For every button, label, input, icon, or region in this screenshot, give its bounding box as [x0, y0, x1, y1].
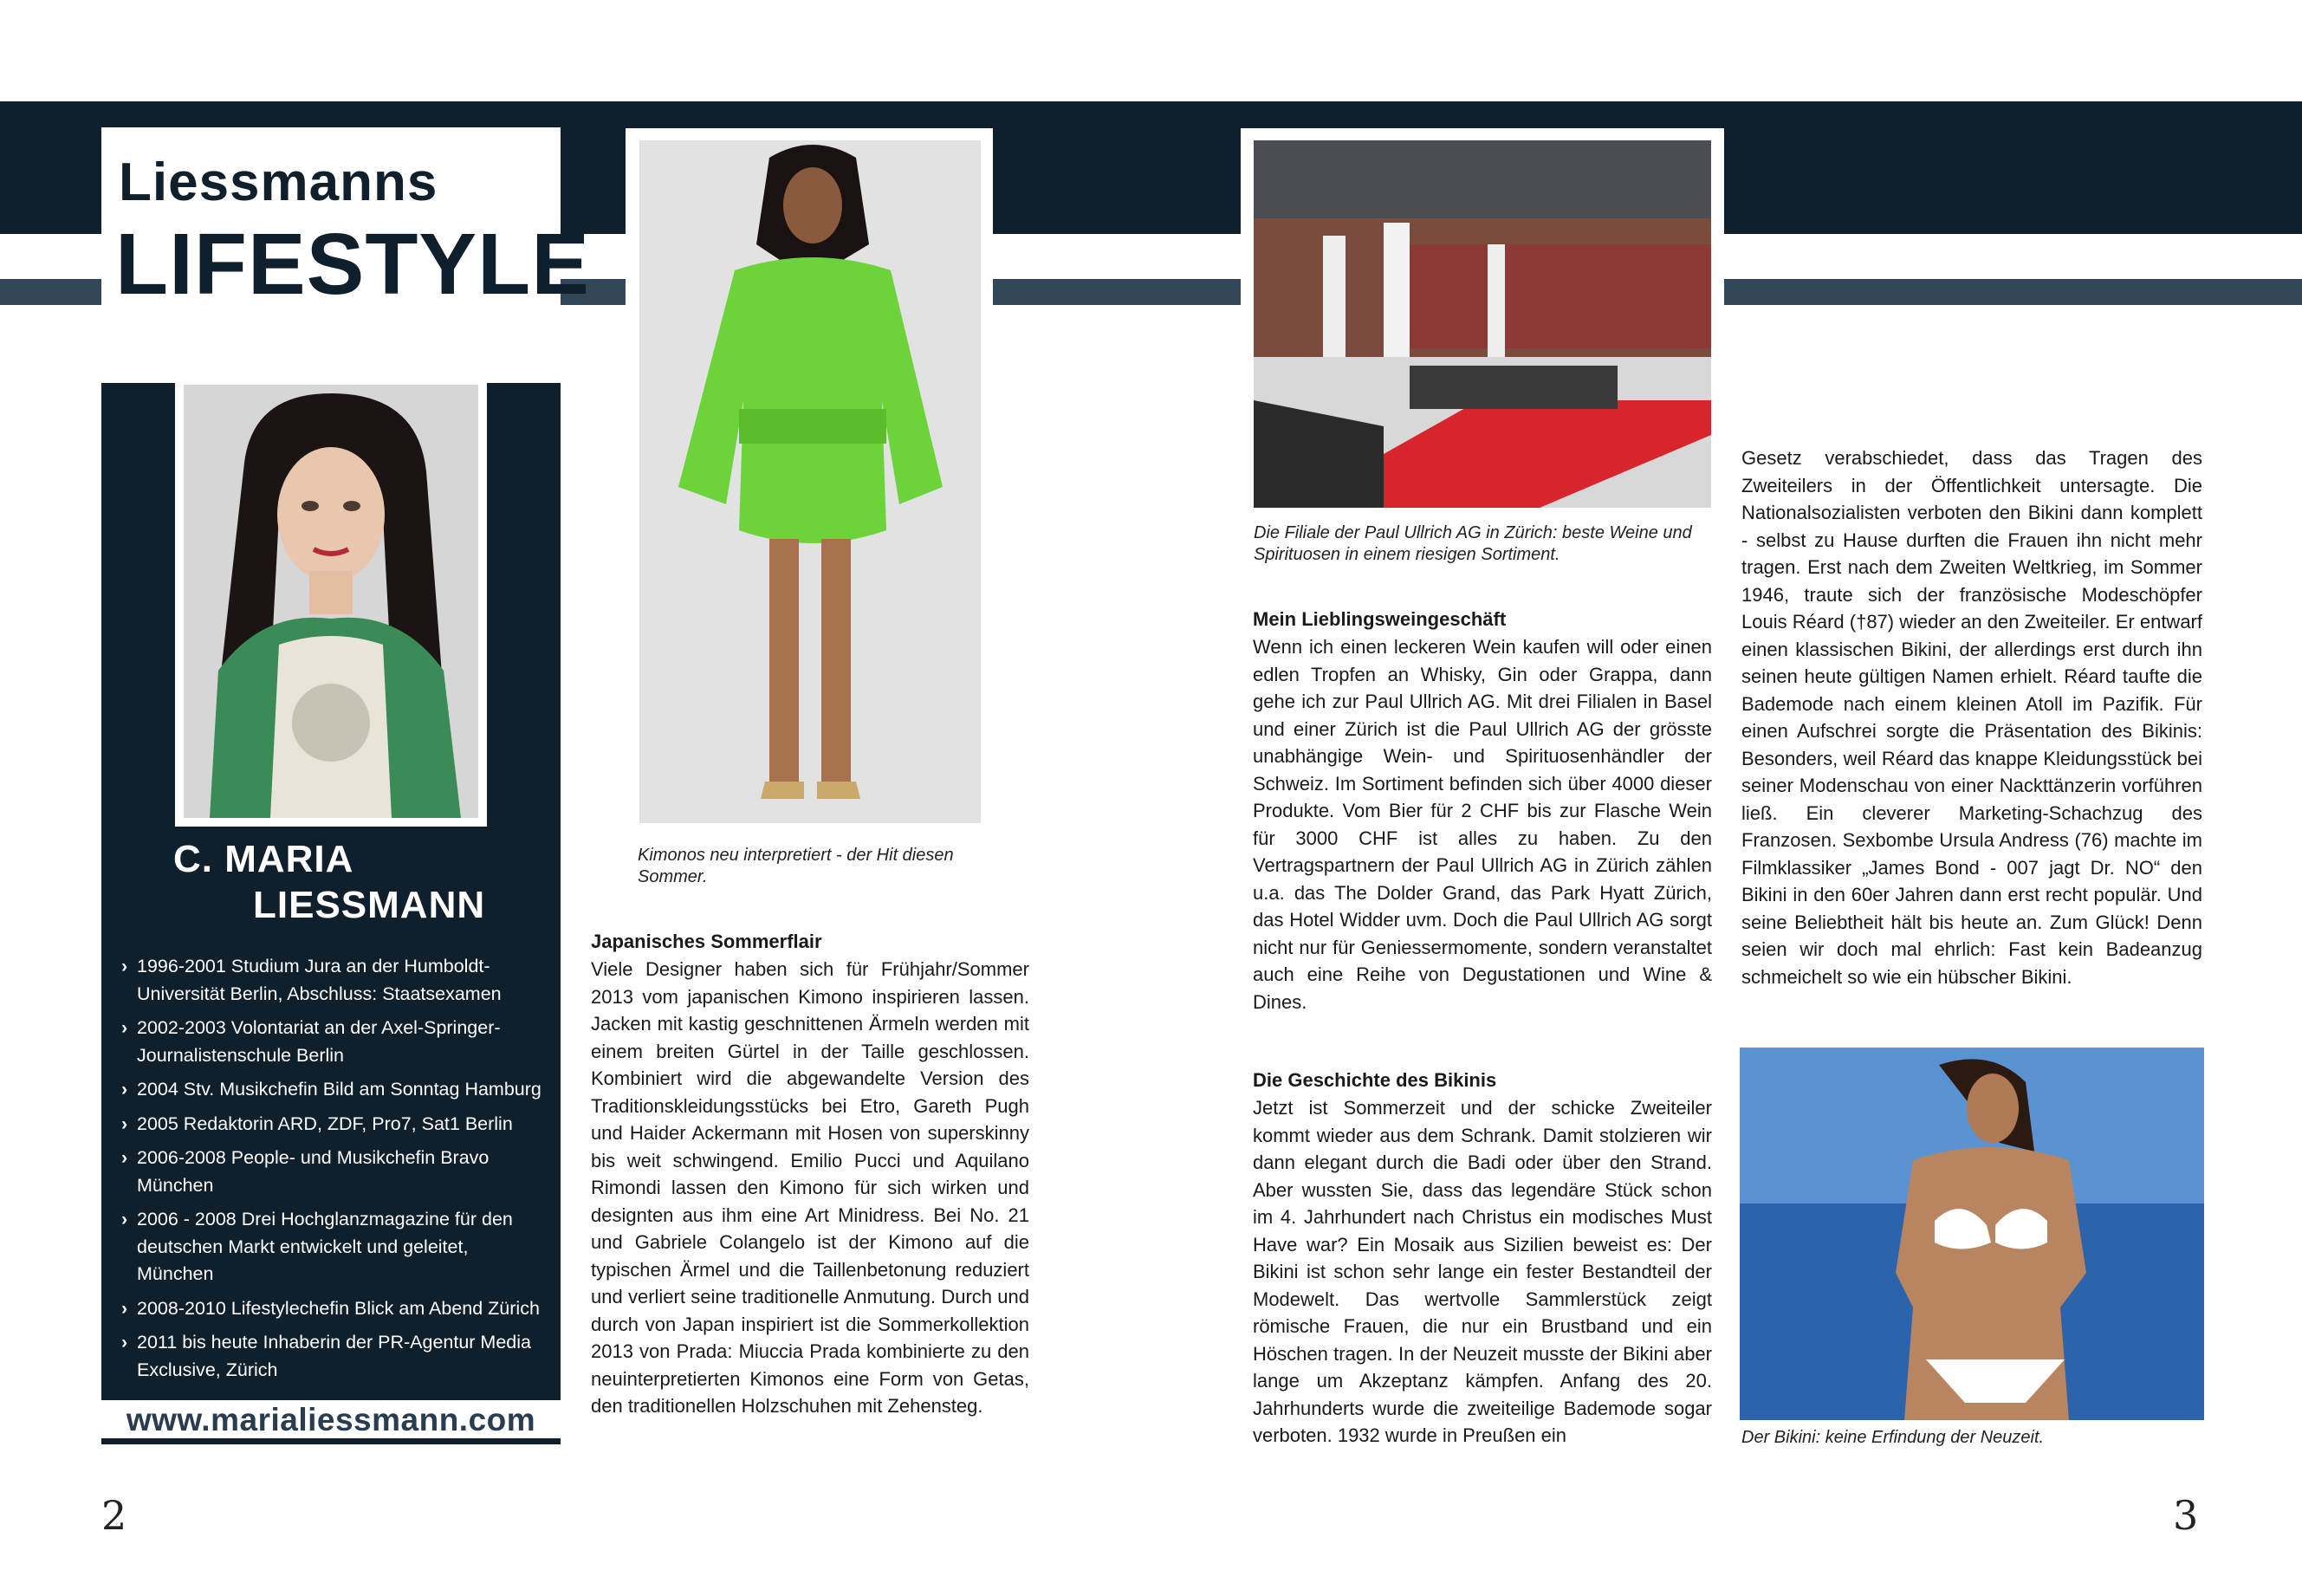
wine-shop-illustration: [1254, 140, 1711, 508]
kimono-illustration: [639, 140, 981, 823]
masthead: [101, 127, 590, 316]
shop-caption: Die Filiale der Paul Ullrich AG in Zürich: beste Weine und Spirituosen in einem riesigen Sortiment.: [1254, 523, 1692, 564]
wine-text: Wenn ich einen leckeren Wein kaufen will oder einen edlen Tropfen an Whisky, Gin oder Grappa, dann gehe ich zur Paul Ullrich AG. Mit drei Filialen in Basel und einer Zürich ist die Paul Ullrich AG der grösste unabhängige Wein- und Spirituosenhändler der Schweiz. Im Sortiment befinden sich über 4000 dieser Produkte. Vom Bier für 2 CHF bis zur Flasche Wein für 3000 CHF ist alles zu haben. Zu den Vertragspartnern der Paul Ullrich AG in Zürich zählen u.a. das The Dolder Grand, das Park Hyatt Zürich, das Hotel Widder uvm. Doch die Paul Ullrich AG sorgt nicht nur für Geniessermomente, sondern veranstaltet auch eine Reihe von Degustationen und Wine & Dines.: [1253, 636, 1712, 1013]
japan-heading: Japanisches Sommerflair: [591, 931, 822, 952]
masthead-title-big: LIFESTYLE: [115, 216, 590, 313]
wine-heading: Mein Lieblingsweingeschäft: [1253, 608, 1507, 630]
website-rule: [101, 1438, 561, 1444]
bio-list: [121, 953, 546, 1391]
bio-name-last: LIESSMANN: [253, 884, 486, 926]
bio-item: › 2006 - 2008 Drei Hochglanzmagazine für den deutschen Markt entwickelt und geleitet, München: [121, 1206, 546, 1288]
bio-item: › 1996-2001 Studium Jura an der Humboldt-Universität Berlin, Abschluss: Staatsexamen: [121, 953, 546, 1008]
bullet-icon: ›: [121, 956, 128, 976]
bullet-icon: ›: [121, 1079, 128, 1100]
bullet-icon: ›: [121, 1147, 128, 1168]
bio-name: [173, 836, 537, 928]
bikini-caption: Der Bikini: keine Erfindung der Neuzeit.: [1741, 1428, 2045, 1447]
bio-item: › 2008-2010 Lifestylechefin Blick am Abend Zürich: [121, 1295, 546, 1323]
bio-item: › 2011 bis heute Inhaberin der PR-Agentur Media Exclusive, Zürich: [121, 1329, 546, 1384]
portrait-photo: [184, 385, 478, 818]
bikini-illustration: [1740, 1048, 2204, 1420]
fashion-caption: Kimonos neu interpretiert - der Hit diesen Sommer.: [638, 846, 954, 886]
website-link[interactable]: www.marialiessmann.com: [126, 1402, 536, 1437]
fashion-photo: [639, 140, 981, 823]
bullet-icon: ›: [121, 1297, 128, 1319]
bikini-text: Jetzt ist Sommerzeit und der schicke Zweiteiler kommt wieder aus dem Schrank. Damit stolzieren wir dann elegant durch die Badi oder über den Strand. Aber wussten Sie, dass das legendäre Stück schon im 4. Jahrhundert nach Christus ein modisches Must Have war? Ein Mosaik aus Sizilien beweist es: Der Bikini ist schon sehr lange ein fester Bestandteil der Modewelt. Das wertvolle Sammlerstück zeigt römische Frauen, die nur ein Brustband und ein Höschen tragen. In der Neuzeit musste der Bikini aber lange um Akzeptanz kämpfen. Anfang des 20. Jahrhunderts wurde die zweiteilige Bademode sogar verboten. 1932 wurde in Preußen ein: [1253, 1097, 1712, 1446]
bullet-icon: ›: [121, 1209, 128, 1229]
bikini-heading: Die Geschichte des Bikinis: [1253, 1069, 1497, 1091]
bullet-icon: ›: [121, 1113, 128, 1134]
bullet-icon: ›: [121, 1017, 128, 1038]
page-number-right: 3: [2173, 1492, 2199, 1539]
bio-item: › 2005 Redaktorin ARD, ZDF, Pro7, Sat1 Berlin: [121, 1111, 546, 1139]
masthead-title-small: Liessmanns: [119, 152, 438, 212]
bio-item: › 2004 Stv. Musikchefin Bild am Sonntag Hamburg: [121, 1076, 546, 1104]
bullet-icon: ›: [121, 1332, 128, 1353]
bio-item: › 2006-2008 People- und Musikchefin Bravo München: [121, 1145, 546, 1199]
bikini-photo: [1740, 1048, 2204, 1420]
bio-name-first: C. MARIA: [173, 838, 354, 880]
page-number-left: 2: [101, 1492, 127, 1539]
shop-photo: [1254, 140, 1711, 508]
bio-item: › 2002-2003 Volontariat an der Axel-Springer-Journalistenschule Berlin: [121, 1015, 546, 1069]
portrait-illustration: [184, 385, 478, 818]
japan-text: Viele Designer haben sich für Frühjahr/Sommer 2013 vom japanischen Kimono inspirieren lassen. Jacken mit kastig geschnittenen Ärmeln werden mit einem breiten Gürtel in der Taille geschlossen. Kombiniert wird die abgewandelte Version des Traditionskleidungsstücks bei Etro, Gareth Pugh und Haider Ackermann mit Hosen von superskinny bis weit schwingend. Emilio Pucci und Aquilano Rimondi lassen den Kimono für sich wirken und designten aus ihm eine Art Minidress. Bei No. 21 und Gabriele Colangelo ist der Kimono auf die typischen Ärmel und die Taillenbetonung reduziert und verliert seine traditionelle Anmutung. Durch und durch von Japan inspiriert ist die Sommerkollektion 2013 von Prada: Miuccia Prada kombinierte zu den neuinterpretierten Kimonos eine Form von Getas, den traditionellen Holzschuhen mit Zehensteg.: [591, 958, 1029, 1417]
bikini-text-continued: Gesetz verabschiedet, dass das Tragen des Zweiteilers in der Öffentlichkeit untersagte. Die Nationalsozialisten verboten den Bikini dann komplett - selbst zu Hause durften die Frauen ihn nicht mehr tragen. Erst nach dem Zweiten Weltkrieg, im Sommer 1946, traute sich der französische Modeschöpfer Louis Réard (†87) wieder an den Zweiteiler. Er entwarf einen klassischen Bikini, der allerdings erst durch ihn seinen heute gültigen Namen erhielt. Réard taufte die Bademode nach einem kleinen Atoll im Pazifik. Für einen Aufschrei sorgte die Präsentation des Bikinis: Besonders, weil Réard das knappe Kleidungsstück bei seiner Modenschau von einer Nackttänzerin vorführen ließ. Ein cleverer Marketing-Schachzug des Franzosen. Sexbombe Ursula Andress (76) machte im Filmklassiker „James Bond - 007 jagt Dr. NO“ den Bikini in den 60er Jahren dann erst recht populär. Und seine Beliebtheit hält bis heute an. Zum Glück! Denn seien wir doch mal ehrlich: Fast kein Badeanzug schmeichelt so wie ein hübscher Bikini.: [1741, 447, 2202, 988]
